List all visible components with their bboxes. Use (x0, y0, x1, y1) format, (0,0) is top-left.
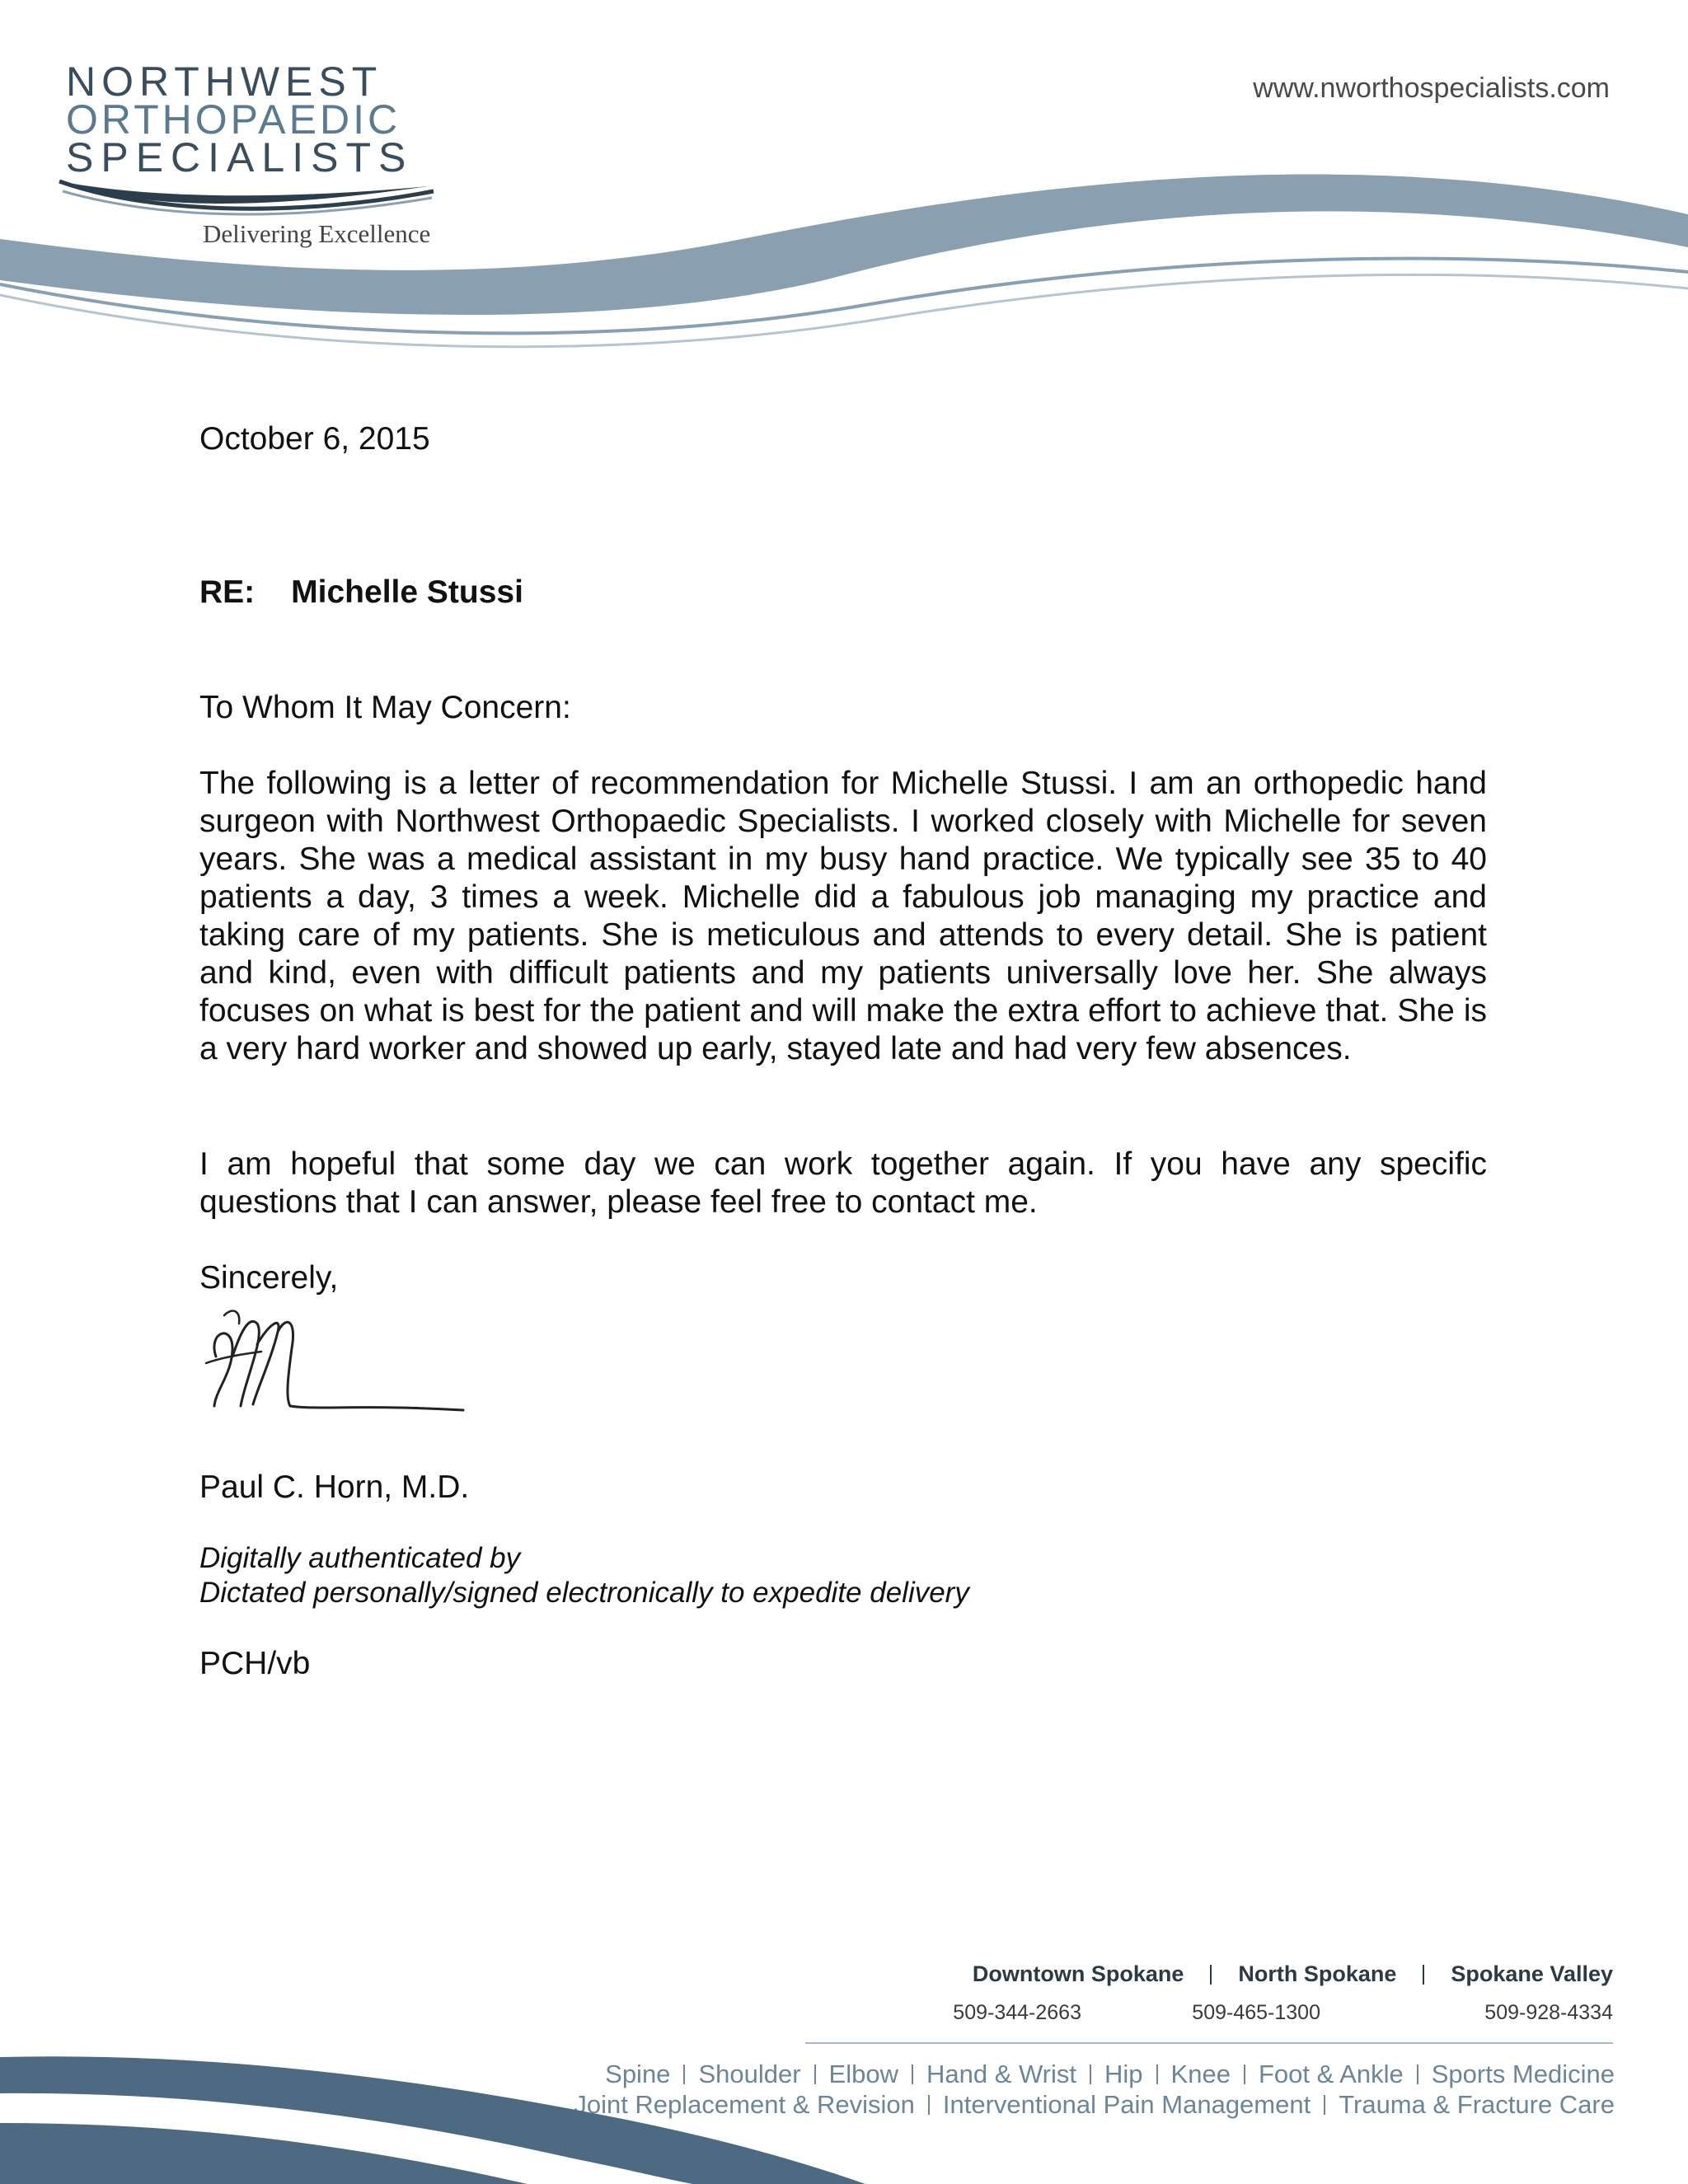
location-name: Downtown Spokane (972, 1961, 1184, 1986)
logo-tagline: Delivering Excellence (203, 219, 431, 248)
handwritten-signature (199, 1299, 471, 1414)
letter-date: October 6, 2015 (199, 421, 430, 457)
company-logo (58, 58, 445, 255)
location-phone: 509-344-2663 (953, 2001, 1081, 2024)
footer-wave-decoration (0, 2044, 1688, 2184)
separator (1423, 1965, 1424, 1985)
re-line (199, 574, 523, 612)
body-paragraph-2: I am hopeful that some day we can work together again. If you have any specific questions that I can answer, please feel free to contact me. (199, 1146, 1487, 1220)
service-item: Hand & Wrist (926, 2060, 1077, 2088)
re-name: Michelle Stussi (291, 574, 523, 610)
body-paragraph-1: The following is a letter of recommendation for Michelle Stussi. I am an orthopedic hand surgeon with Northwest Orthopaedic Specialists. I worked closely with Michelle for seven years. She was a medical assistant in my busy hand practice. We typically see 35 to 40 patients a day, 3 times a week. Michelle did a fabulous job managing my practice and taking care of my patients. She is meticulous and attends to every detail. She is patient and kind, even with difficult patients and my patients universally love her. She always focuses on what is best for the patient and will make the extra effort to achieve that. She is a very hard worker and showed up early, stayed late and had very few absences. (199, 766, 1487, 1066)
authentication-note (199, 1541, 969, 1610)
logo-text-specialists: SPECIALISTS (66, 134, 414, 180)
service-item: Foot & Ankle (1258, 2060, 1404, 2088)
auth-line-2: Dictated personally/signed electronically to expedite delivery (199, 1577, 969, 1609)
service-item: Joint Replacement & Revision (574, 2090, 915, 2119)
logo-text-northwest: NORTHWEST (66, 59, 383, 105)
footer-locations (624, 1961, 1613, 2024)
service-item: Spine (605, 2060, 671, 2088)
location-phone: 509-465-1300 (1192, 2001, 1320, 2024)
typist-initials: PCH/vb (199, 1646, 311, 1681)
location-phones-row (789, 2001, 1613, 2034)
location-name: Spokane Valley (1451, 1961, 1613, 1986)
salutation: To Whom It May Concern: (199, 690, 571, 725)
service-item: Sports Medicine (1431, 2060, 1615, 2088)
service-item: Knee (1170, 2060, 1231, 2088)
location-names-row (624, 1961, 1613, 1987)
logo-text-orthopaedic: ORTHOPAEDIC (66, 96, 401, 143)
service-item: Elbow (828, 2060, 898, 2088)
separator (1210, 1965, 1212, 1985)
logo-swoosh-icon (58, 173, 437, 223)
service-item: Trauma & Fracture Care (1339, 2090, 1615, 2119)
location-phone: 509-928-4334 (1484, 2001, 1613, 2024)
closing: Sincerely, (199, 1260, 339, 1296)
website-url: www.nworthospecialists.com (1253, 73, 1610, 104)
location-name: North Spokane (1238, 1961, 1397, 1986)
service-item: Hip (1104, 2060, 1143, 2088)
signer-name: Paul C. Horn, M.D. (199, 1469, 470, 1505)
service-item: Shoulder (698, 2060, 801, 2088)
service-item: Interventional Pain Management (942, 2090, 1311, 2119)
re-label: RE: (199, 574, 256, 610)
auth-line-1: Digitally authenticated by (199, 1542, 521, 1574)
